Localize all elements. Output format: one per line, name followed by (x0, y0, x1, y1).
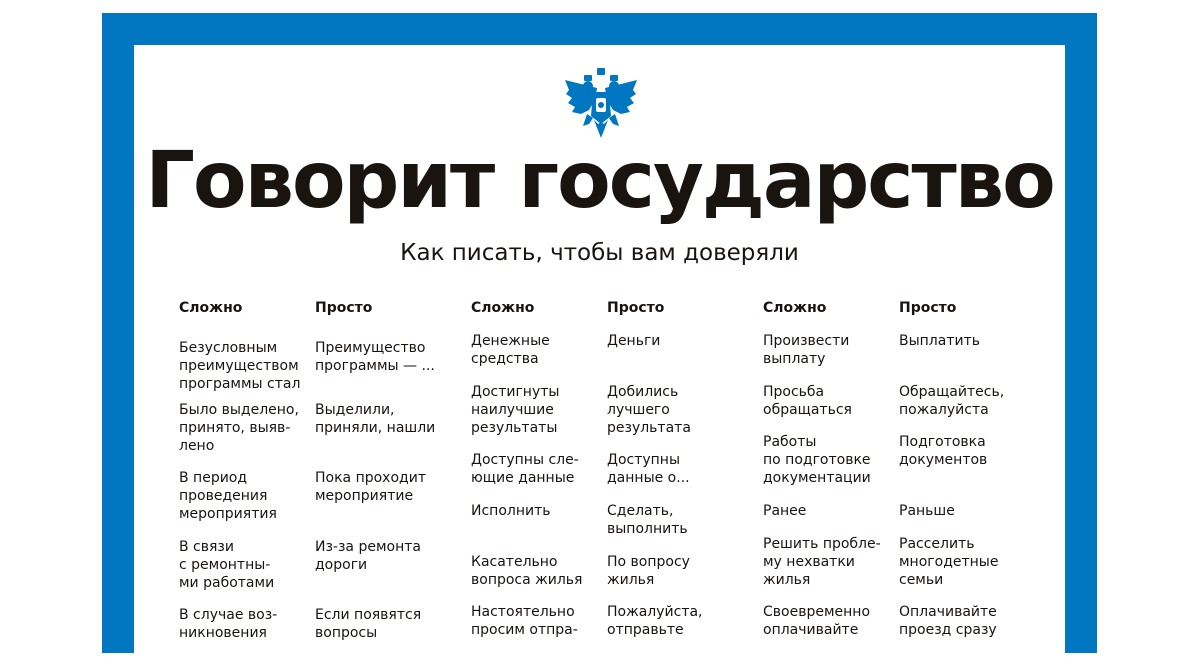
table-cell: Деньги (607, 333, 661, 349)
table-cell: Касательно вопроса жилья (471, 554, 583, 588)
table-cell: Достигнуты наилучшие результаты (471, 384, 560, 436)
table-cell: Работы по подготовке документации (763, 434, 871, 486)
table-cell: Доступны данные о... (607, 452, 690, 486)
table-cell: Ранее (763, 503, 807, 519)
table-cell: Если появятся вопросы (315, 607, 422, 641)
table-cell: Пока проходит мероприятие (315, 470, 426, 504)
table-cell: Сделать, выполнить (607, 503, 688, 537)
table-cell: Оплачивайте проезд сразу (899, 604, 997, 638)
column-complex (179, 298, 309, 641)
table-cell: Расселить многодетные семьи (899, 536, 999, 588)
page-subtitle: Как писать, чтобы вам доверяли (400, 240, 799, 266)
column-header: Просто (899, 300, 957, 316)
table-cell: Произвести выплату (763, 333, 850, 367)
table-cell: Безусловным преимуществом программы стал (179, 340, 301, 392)
table-cell: Решить пробле- му нехватки жилья (763, 536, 881, 588)
column-simple (899, 298, 1029, 638)
table-cell: В случае воз- никновения (179, 607, 278, 641)
table-cell: В период проведения мероприятия (179, 470, 277, 522)
column-header: Сложно (763, 300, 827, 316)
table-cell: Преимущество программы — ... (315, 340, 435, 374)
table-cell: Доступны сле- ющие данные (471, 452, 579, 486)
table-cell: Раньше (899, 503, 955, 519)
column-simple (315, 298, 445, 641)
table-cell: Было выделено, принято, выяв- лено (179, 402, 299, 454)
table-cell: По вопросу жилья (607, 554, 690, 588)
table-cell: Добились лучшего результата (607, 384, 691, 436)
table-cell: Своевременно оплачивайте (763, 604, 871, 638)
column-complex (471, 298, 601, 638)
page-title: Говорит государство (145, 136, 1054, 226)
table-cell: Настоятельно просим отпра- (471, 604, 578, 638)
table-cell: Просьба обращаться (763, 384, 852, 418)
table-cell: Из-за ремонта дороги (315, 539, 421, 573)
table-cell: Денежные средства (471, 333, 550, 367)
table-cell: Пожалуйста, отправьте (607, 604, 703, 638)
table-cell: Подготовка документов (899, 434, 988, 468)
table-cell: Выплатить (899, 333, 980, 349)
table-cell: Выделили, приняли, нашли (315, 402, 436, 436)
column-header: Просто (315, 300, 373, 316)
double-headed-eagle-emblem-icon (563, 66, 639, 146)
table-cell: Обращайтесь, пожалуйста (899, 384, 1005, 418)
table-cell: Исполнить (471, 503, 551, 519)
column-header: Сложно (179, 300, 243, 316)
column-header: Сложно (471, 300, 535, 316)
column-complex (763, 298, 893, 638)
column-header: Просто (607, 300, 665, 316)
table-cell: В связи с ремонтны- ми работами (179, 539, 275, 591)
column-simple (607, 298, 737, 638)
